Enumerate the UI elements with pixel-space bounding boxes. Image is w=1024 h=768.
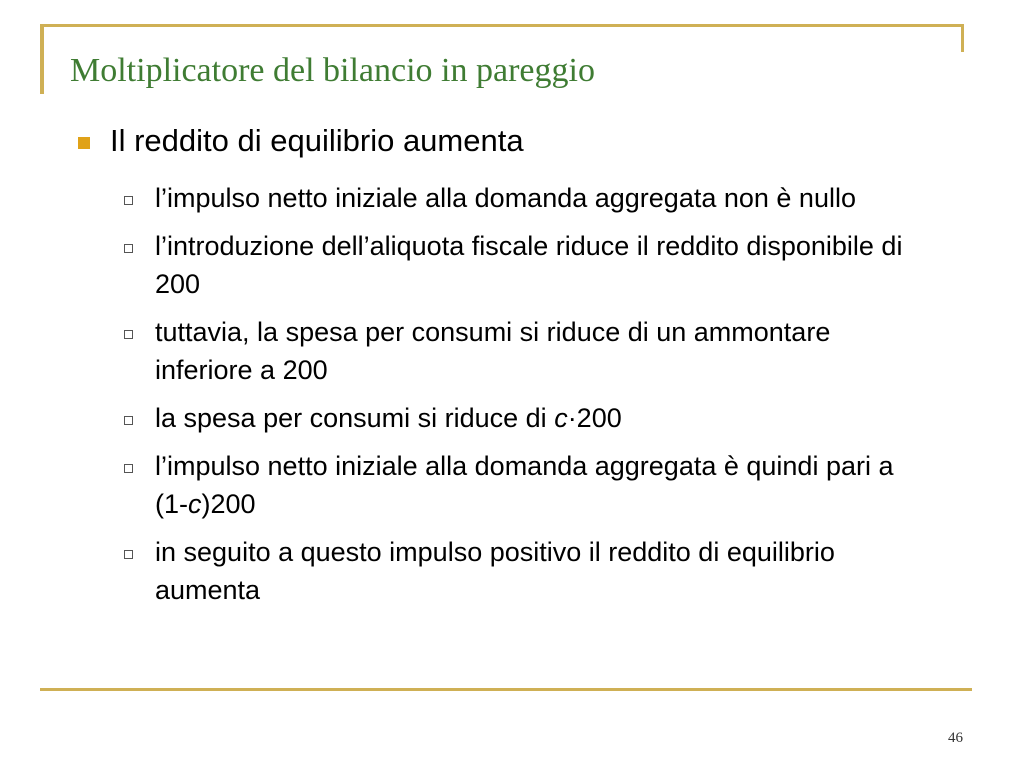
hollow-square-bullet-icon: [124, 244, 133, 253]
frame-top-line: [40, 24, 964, 27]
sub-bullet-list: [124, 179, 924, 619]
sub-bullet-text: [155, 179, 924, 217]
text-run: l’introduzione dell’aliquota fiscale riduce il reddito disponibile di 200: [155, 231, 903, 299]
hollow-square-bullet-icon: [124, 196, 133, 205]
italic-variable: c: [554, 403, 568, 433]
sub-bullet-text: [155, 447, 924, 523]
footer-line: [40, 688, 972, 691]
text-run: la spesa per consumi si riduce di: [155, 403, 555, 433]
hollow-square-bullet-icon: [124, 550, 133, 559]
main-bullet-square-icon: [78, 137, 90, 149]
text-run: in seguito a questo impulso positivo il reddito di equilibrio aumenta: [155, 537, 835, 605]
hollow-square-bullet-icon: [124, 464, 133, 473]
text-run: l’impulso netto iniziale alla domanda aggregata non è nullo: [155, 183, 856, 213]
sub-bullet-item: [124, 227, 924, 303]
frame-right-line: [961, 24, 964, 52]
text-run: ·200: [567, 403, 622, 433]
sub-bullet-item: [124, 313, 924, 389]
sub-bullet-text: [155, 399, 924, 437]
main-bullet-text: Il reddito di equilibrio aumenta: [110, 123, 524, 158]
frame-left-line: [40, 24, 44, 94]
text-run: tuttavia, la spesa per consumi si riduce di un ammontare inferiore a 200: [155, 317, 831, 385]
page-number: 46: [948, 730, 963, 746]
hollow-square-bullet-icon: [124, 330, 133, 339]
sub-bullet-text: [155, 533, 924, 609]
hollow-square-bullet-icon: [124, 416, 133, 425]
sub-bullet-item: [124, 399, 924, 437]
sub-bullet-text: [155, 313, 924, 389]
sub-bullet-item: [124, 533, 924, 609]
text-run: )200: [201, 489, 256, 519]
sub-bullet-item: [124, 447, 924, 523]
sub-bullet-text: [155, 227, 924, 303]
sub-bullet-item: [124, 179, 924, 217]
slide-title: Moltiplicatore del bilancio in pareggio: [70, 52, 595, 89]
italic-variable: c: [188, 489, 202, 519]
text-run: l’impulso netto iniziale alla domanda aggregata è quindi pari a (1-: [155, 451, 894, 519]
